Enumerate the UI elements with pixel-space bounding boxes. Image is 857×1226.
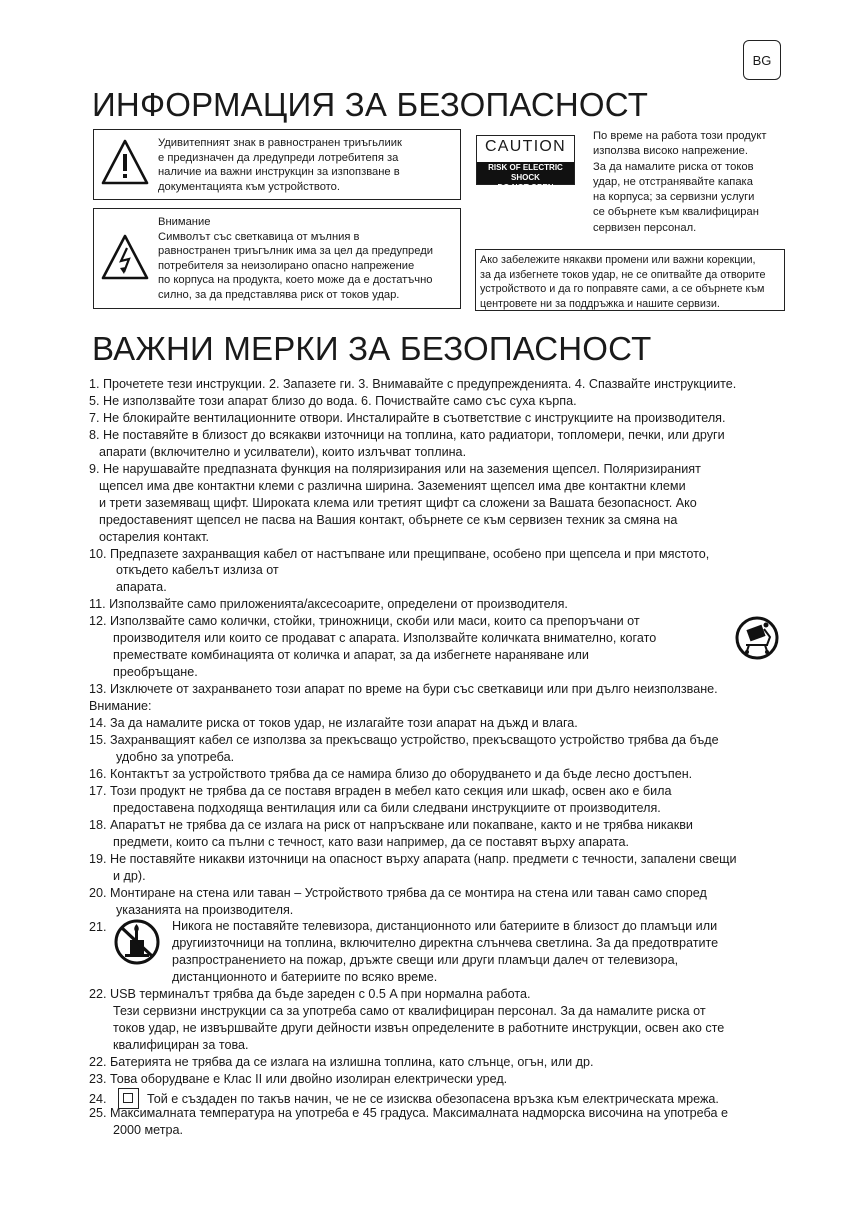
list-line: 19. Не поставяйте никакви източници на опасност върху апарата (напр. предмети с течности, запалени свещи xyxy=(89,851,737,866)
list-line: Тези сервизни инструкции са за употреба само от квалифициран персонал. За да намалите риска от xyxy=(113,1004,706,1019)
list-line: 13. Изключете от захранването този апарат по време на бури със светкавици или при дълго неизползване. xyxy=(89,682,718,697)
list-line: 16. Контактът за устройството трябва да се намира близо до оборудването и да бъде лесно достъпен. xyxy=(89,766,693,781)
list-line: апарата. xyxy=(116,580,167,595)
list-line: производителя или които се продават с апарата. Използвайте количката внимателно, когато xyxy=(113,631,657,646)
list-line: и трети заземяващ щифт. Широката клема или третият щифт са сложени за Вашата безопасност. Ако xyxy=(99,495,697,510)
exclamation-triangle-icon xyxy=(101,139,149,185)
list-line: удобно за употреба. xyxy=(116,749,235,764)
safety-info-heading: ИНФОРМАЦИЯ ЗА БЕЗОПАСНОСТ xyxy=(92,86,649,123)
list-line: 17. Този продукт не трябва да се поставя вграден в мебел като секция или шкаф, освен ако е била xyxy=(89,783,672,798)
exclamation-warning-text: Удивитепният знак в равностранен триъгьлиик е предизначен да лредупреди лотребитепя за наличие иа важни инструкцин за изпопзване в документацията към устройството. xyxy=(158,137,402,193)
list-line: откъдето кабелът излиза от xyxy=(116,563,279,578)
list-line: остарелия контакт. xyxy=(99,529,209,544)
list-line: Внимание: xyxy=(89,699,152,714)
caution-bar: RISK OF ELECTRIC SHOCK DO NOT OPEN xyxy=(477,162,574,184)
list-line: 25. Максималната температура на употреба е 45 градуса. Максималната надморска височина на употреба е xyxy=(89,1105,728,1120)
list-line: указанията на производителя. xyxy=(116,902,294,917)
lightning-triangle-icon xyxy=(101,234,149,280)
list-line: апарати (включително и усилватели), които излъчват топлина. xyxy=(99,444,467,459)
lightning-warning-text: Внимание Символът със светкавица от мълния в равностранен триъгълник има за цел да предупреди потребителя за неизолирано опасно напрежение по корпуса на продукта, което може да е достатъчно силно, за да представлява риск от токов удар. xyxy=(158,216,434,301)
list-line: 14. За да намалите риска от токов удар, не излагайте този апарат на дъжд и влага. xyxy=(89,716,578,731)
list-line: 18. Апаратът не трябва да се излага на риск от напръскване или покапване, както и не трябва никакви xyxy=(89,817,693,832)
list-line: 22. USB терминалът трябва да бъде зареден с 0.5 A при нормална работа. xyxy=(89,987,531,1002)
high-voltage-note: По време на работа този продукт използва високо напрежение. За да намалите риска от токов удар, не отстранявайте капака на корпуса; за сервизни услуги се обърнете към квалифициран сервизен персонал. xyxy=(593,130,767,234)
list-line: 2000 метра. xyxy=(113,1122,184,1137)
language-badge: BG xyxy=(743,40,781,80)
list-line: 15. Захранващият кабел се използва за прекъсващо устройство, прекъсващото устройство трябва да бъде xyxy=(89,733,719,748)
safety-measures-list xyxy=(89,376,805,1139)
no-open-flame-icon xyxy=(113,918,161,966)
list-line: 9. Не нарушавайте предпазната функция на поляризирания или на заземения щепсел. Поляризираният xyxy=(89,461,701,476)
list-line: преобръщане. xyxy=(113,665,198,680)
service-warning-box: Ако забележите някакви промени или важни корекции, за да избегнете токов удар, не се опитвайте да отворите устройството и да го поправяте сами, а се обърнете към центровете ни за поддръжка и нашите сервизи. xyxy=(475,249,785,311)
class-ii-double-insulation-icon xyxy=(118,1088,139,1109)
list-line: квалифициран за това. xyxy=(113,1038,249,1053)
list-line: 10. Предпазете захранващия кабел от настъпване или прещипване, особено при щепсела и при мястото, xyxy=(89,546,710,561)
caution-word: CAUTION xyxy=(484,138,567,155)
safety-measures-heading: ВАЖНИ МЕРКИ ЗА БЕЗОПАСНОСТ xyxy=(92,330,652,367)
list-line: и др). xyxy=(113,868,146,883)
list-line: 21. xyxy=(89,919,107,934)
item-21-text: Никога не поставяйте телевизора, дистанционното или батериите в близост до пламъци или другиизточници на топлина, включително директна слънчева светлина. За да предотвратите разпространението на пожар, дръжте свещи или други пламъци далеч от телевизора, дистанционното и батериите по всяко време. xyxy=(172,919,719,984)
list-line: 1. Прочетете тези инструкции. 2. Запазете ги. 3. Внимавайте с предупрежденията. 4. Спазвайте инструкциите. xyxy=(89,377,737,391)
lightning-warning-box xyxy=(93,208,461,309)
list-line: токов удар, не извършвайте други дейности извън определените в работните инструкции, освен ако сте xyxy=(113,1021,725,1036)
item-24-number: 24. xyxy=(89,1092,107,1106)
list-line: 8. Не поставяйте в близост до всякакви източници на топлина, като радиатори, топломери, печки, или други xyxy=(89,427,725,442)
list-line: 7. Не блокирайте вентилационните отвори. Инсталирайте в съответствие с инструкциите на производителя. xyxy=(89,410,726,425)
cart-tip-over-icon xyxy=(734,615,780,661)
list-line: предоставена подходяща вентилация или са били следвани инструкциите от производителя. xyxy=(113,800,661,815)
list-line: 12. Използвайте само колички, стойки, триножници, скоби или маси, които са препоръчани от xyxy=(89,614,640,629)
list-line: премествате комбинацията от количка и апарат, за да избегнете нараняване или xyxy=(113,648,589,663)
list-line: щепсел има две контактни клеми с различна ширина. Заземеният щепсел има две контактни клеми xyxy=(99,478,686,493)
item-24-text: Той е създаден по такъв начин, че не се изисква обезопасена връзка към електрическата мрежа. xyxy=(147,1092,719,1106)
item-24 xyxy=(89,1091,719,1107)
list-line: 5. Не използвайте този апарат близо до вода. 6. Почиствайте само със суха кърпа. xyxy=(89,393,577,408)
list-line: 11. Използвайте само приложенията/аксесоарите, определени от производителя. xyxy=(89,597,568,612)
caution-label xyxy=(476,135,575,192)
exclamation-warning-box xyxy=(93,129,461,200)
list-line: 23. Това оборудване е Клас II или двойно изолиран електрически уред. xyxy=(89,1072,508,1087)
list-line: предмети, които са пълни с течност, като вази например, да се поставят върху апарата. xyxy=(113,834,629,849)
list-line: предоставеният щепсел не пасва на Вашия контакт, обърнете се към сервизен техник за смяна на xyxy=(99,512,678,527)
list-line: 22. Батерията не трябва да се излага на излишна топлина, като слънце, огън, или др. xyxy=(89,1055,594,1070)
list-line: 20. Монтиране на стена или таван – Устройството трябва да се монтира на стена или таван само според xyxy=(89,885,707,900)
